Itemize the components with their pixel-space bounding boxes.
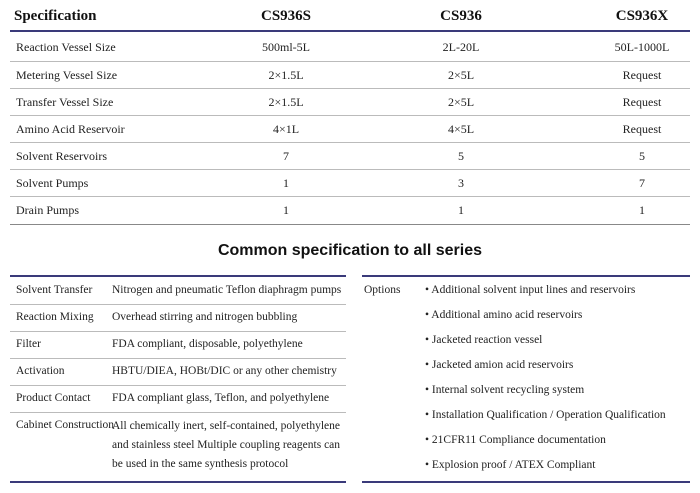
header-cs936: CS936	[440, 8, 482, 24]
common-label: Filter	[16, 338, 41, 350]
common-left-top-rule	[10, 275, 346, 277]
cell-cs936: 2×5L	[447, 68, 475, 82]
common-value: FDA compliant, disposable, polyethylene	[112, 338, 303, 350]
cell-cs936x: 7	[639, 176, 645, 190]
common-spec-title: Common specification to all series	[217, 242, 483, 259]
common-label: Product Contact	[16, 392, 91, 404]
common-left-bottom-rule	[10, 481, 346, 483]
cell-cs936s: 2×1.5L	[268, 68, 304, 82]
header-specification: Specification	[14, 8, 97, 24]
cell-cs936: 2L-20L	[442, 40, 480, 54]
option-item: • Jacketed amion acid reservoirs	[425, 359, 574, 371]
row-divider	[10, 115, 690, 116]
common-right-top-rule	[362, 275, 690, 277]
row-label: Amino Acid Reservoir	[16, 122, 125, 136]
common-row-divider	[10, 385, 346, 386]
row-divider	[10, 169, 690, 170]
common-row-divider	[10, 412, 346, 413]
cell-cs936x: Request	[622, 68, 662, 82]
row-label: Solvent Pumps	[16, 176, 89, 190]
row-divider	[10, 61, 690, 62]
row-label: Drain Pumps	[16, 203, 79, 217]
common-value: FDA compliant glass, Teflon, and polyethylene	[112, 392, 330, 404]
row-divider	[10, 142, 690, 143]
option-item: • Explosion proof / ATEX Compliant	[425, 459, 596, 471]
cell-cs936s: 1	[283, 203, 289, 217]
cell-cs936x: 50L-1000L	[614, 40, 670, 54]
common-label: Activation	[16, 365, 65, 377]
common-value: Nitrogen and pneumatic Teflon diaphragm pumps	[112, 284, 342, 296]
row-label: Solvent Reservoirs	[16, 149, 107, 163]
option-item: • Additional amino acid reservoirs	[425, 309, 583, 321]
cell-cs936x: 1	[639, 203, 645, 217]
option-item: • Installation Qualification / Operation Qualification	[425, 409, 666, 421]
cell-cs936x: Request	[622, 122, 662, 136]
cell-cs936s: 4×1L	[272, 122, 300, 136]
cell-cs936: 4×5L	[447, 122, 475, 136]
option-item: • Additional solvent input lines and reservoirs	[425, 284, 636, 296]
header-cs936s: CS936S	[260, 8, 312, 24]
row-divider	[10, 196, 690, 197]
option-item: • Jacketed reaction vessel	[425, 334, 543, 346]
common-row-divider	[10, 304, 346, 305]
header-cs936x: CS936X	[615, 8, 669, 24]
cell-cs936: 5	[458, 149, 464, 163]
row-divider	[10, 88, 690, 89]
common-value: Overhead stirring and nitrogen bubbling	[112, 311, 298, 323]
cell-cs936s: 7	[283, 149, 289, 163]
cell-cs936: 1	[458, 203, 464, 217]
cell-cs936x: 5	[639, 149, 645, 163]
common-row-divider	[10, 331, 346, 332]
common-row-divider	[10, 358, 346, 359]
option-item: • Internal solvent recycling system	[425, 384, 585, 396]
cell-cs936s: 2×1.5L	[268, 95, 304, 109]
cell-cs936s: 500ml-5L	[262, 40, 310, 54]
cell-cs936: 3	[458, 176, 464, 190]
option-item: • 21CFR11 Compliance documentation	[425, 434, 606, 446]
table-bottom-rule	[10, 224, 690, 225]
common-value: HBTU/DIEA, HOBt/DIC or any other chemistry	[112, 365, 337, 377]
row-label: Metering Vessel Size	[16, 68, 118, 82]
common-value: All chemically inert, self-contained, polyethylene and stainless steel Multiple coupling reagents can be used in the same synthesis protocol	[112, 420, 341, 470]
row-label: Transfer Vessel Size	[16, 95, 114, 109]
common-label: Solvent Transfer	[16, 284, 93, 296]
header-rule	[10, 30, 690, 32]
common-right-bottom-rule	[362, 481, 690, 483]
cell-cs936: 2×5L	[447, 95, 475, 109]
common-label: Reaction Mixing	[16, 311, 94, 323]
options-label: Options	[364, 284, 401, 296]
row-label: Reaction Vessel Size	[16, 40, 116, 54]
common-label: Cabinet Construction	[16, 419, 115, 431]
cell-cs936s: 1	[283, 176, 289, 190]
cell-cs936x: Request	[622, 95, 662, 109]
